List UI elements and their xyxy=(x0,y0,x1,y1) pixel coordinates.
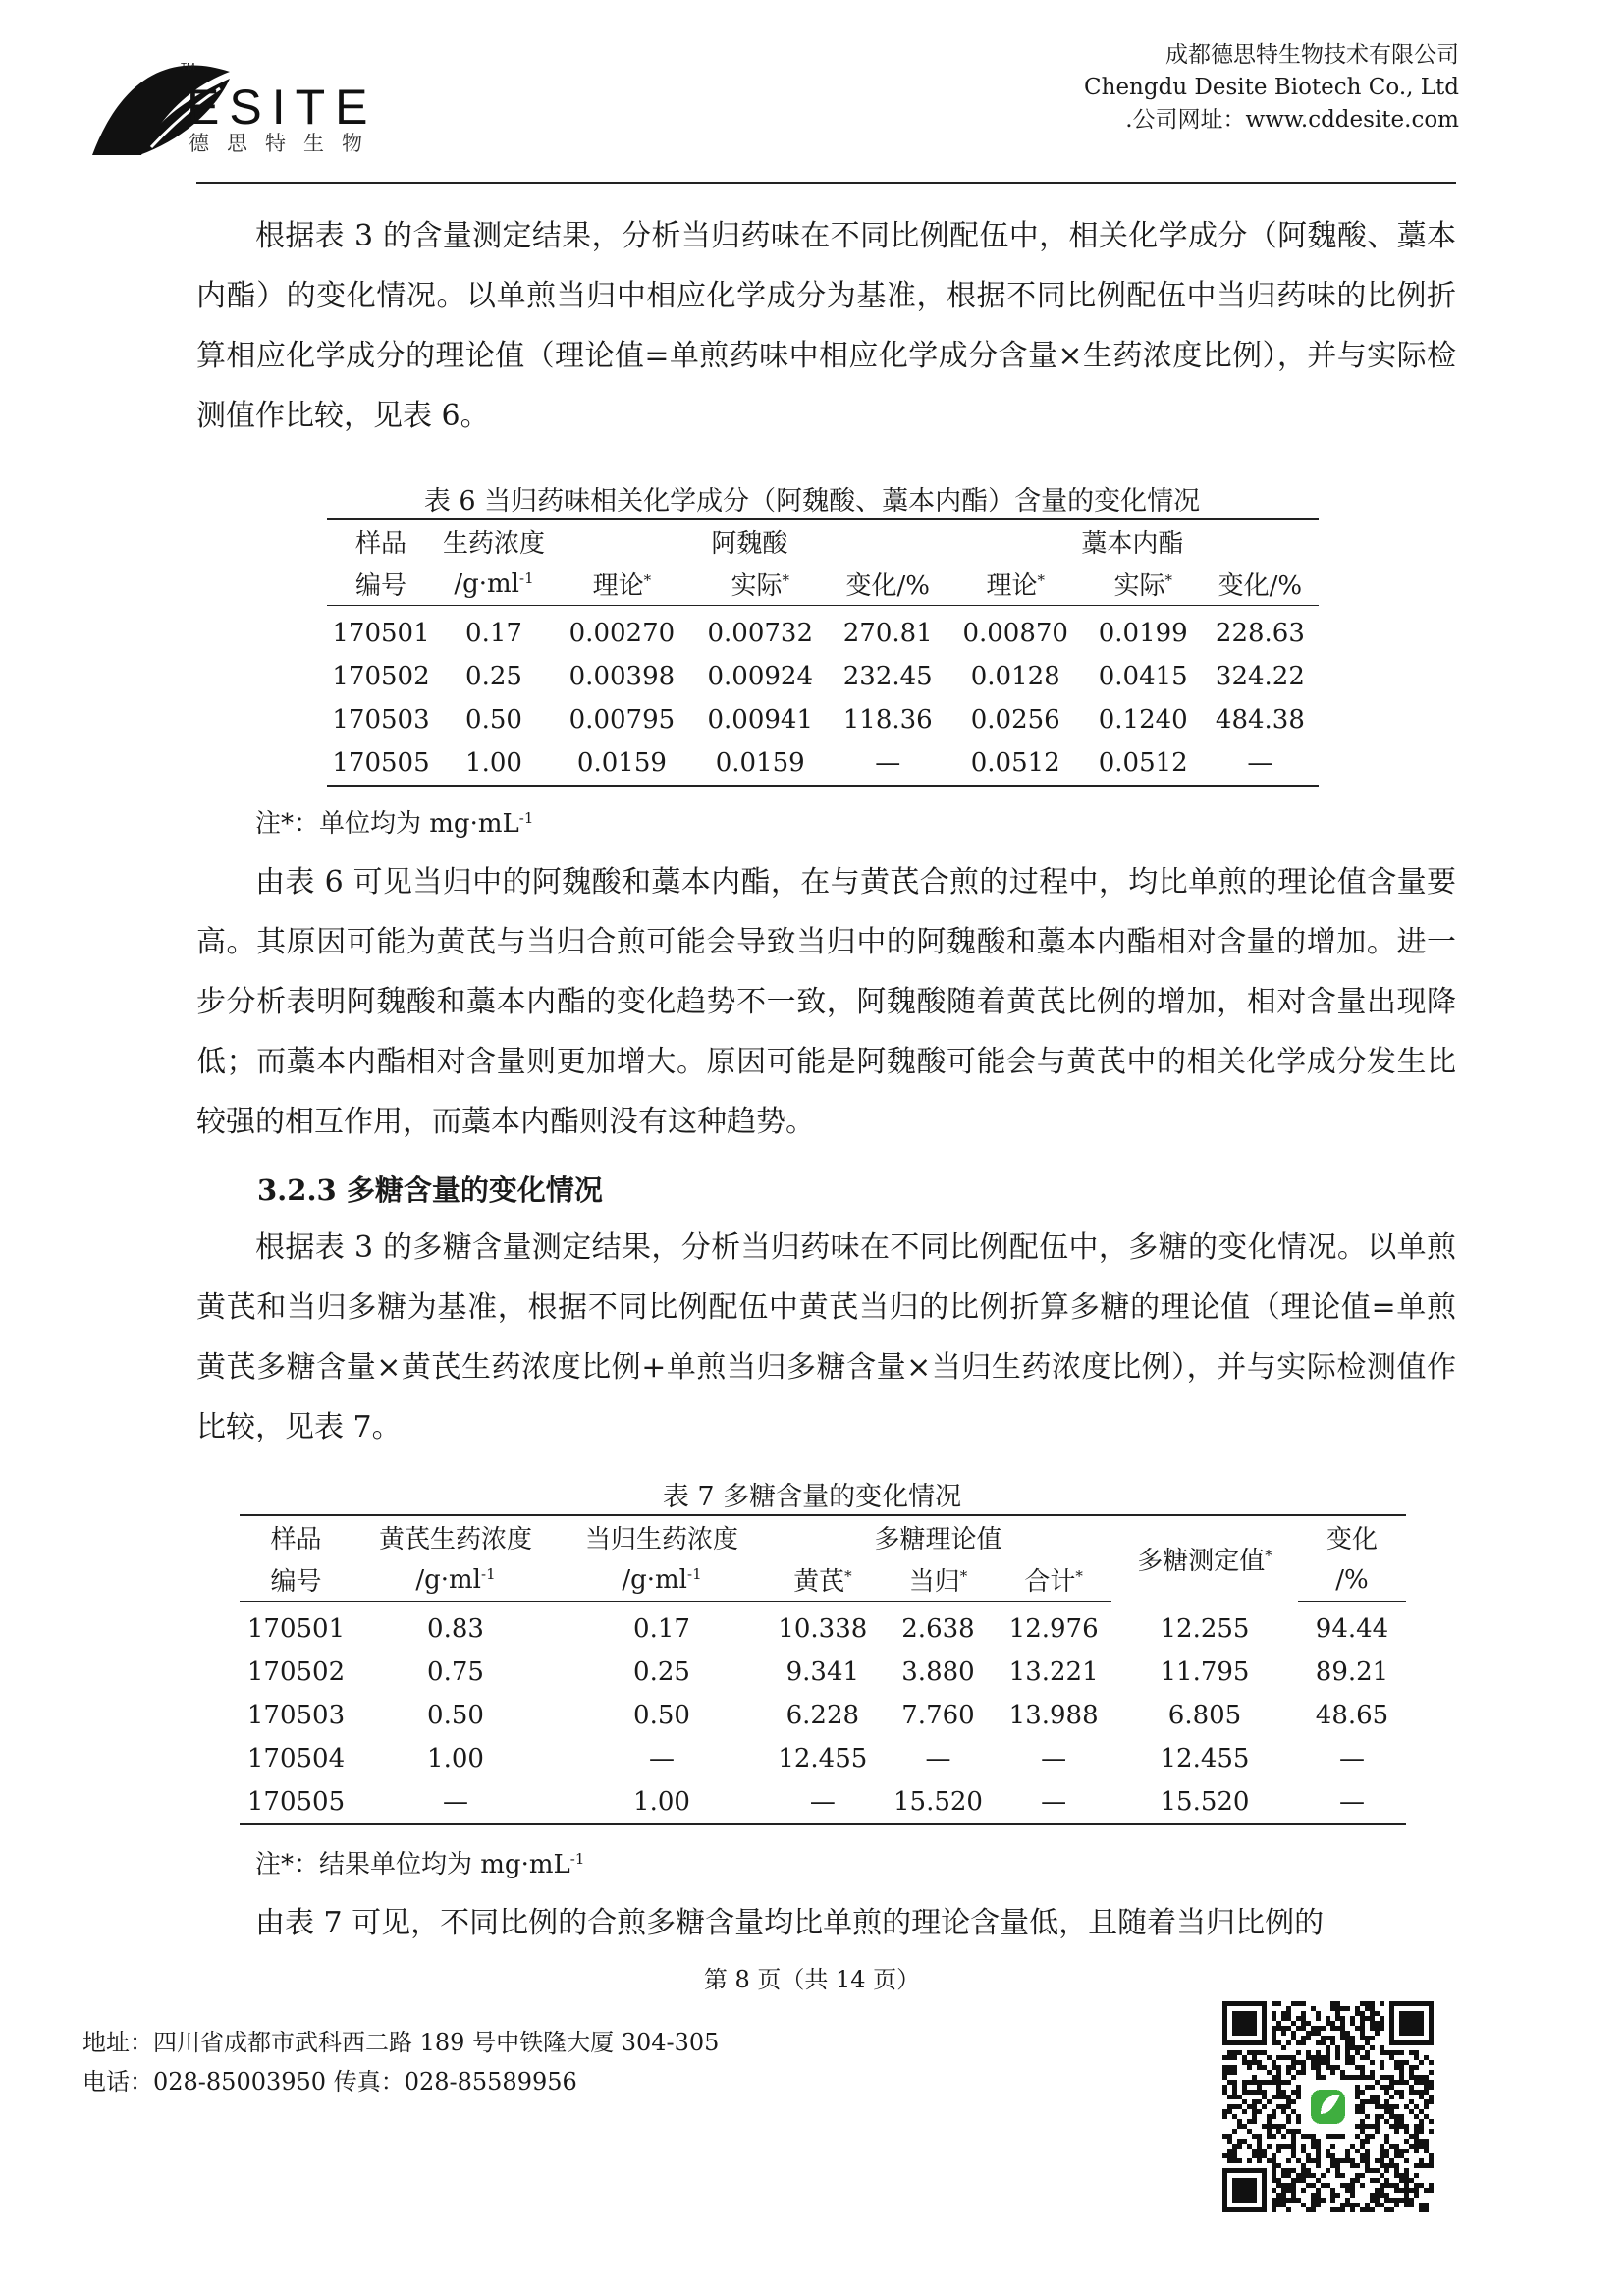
table-cell: 7.760 xyxy=(901,1701,975,1730)
table-cell: 6.805 xyxy=(1167,1701,1242,1730)
table-cell: 0.0159 xyxy=(715,748,805,778)
table-cell: 0.00732 xyxy=(707,619,813,648)
table-cell: 15.520 xyxy=(1160,1787,1250,1817)
table-cell: 170503 xyxy=(332,705,430,734)
footer-address: 地址：四川省成都市武科西二路 189 号中铁隆大厦 304-305 xyxy=(82,2029,720,2056)
table-cell: 324.22 xyxy=(1215,662,1305,691)
table-cell: 13.988 xyxy=(1008,1701,1099,1730)
table-cell: 0.00270 xyxy=(568,619,676,648)
table-cell: 0.00795 xyxy=(568,705,676,734)
table-cell: 170501 xyxy=(332,619,430,648)
company-website: .公司网址：www.cddesite.com xyxy=(1125,107,1459,133)
footer-contact xyxy=(82,2023,719,2101)
table7-header-dg: 当归* xyxy=(881,1558,997,1602)
table6-header-theory: 理论* xyxy=(947,563,1085,606)
table-cell: 0.0512 xyxy=(970,748,1060,778)
qr-code-icon xyxy=(1222,2001,1434,2212)
section-heading: 3.2.3 多糖含量的变化情况 xyxy=(257,1173,603,1207)
table-cell: — xyxy=(875,748,901,778)
table-cell: 270.81 xyxy=(842,619,933,648)
table-cell: 1.00 xyxy=(633,1787,690,1817)
table7-header-hq: 黄芪* xyxy=(765,1558,881,1602)
paragraph-2: 由表 6 可见当归中的阿魏酸和藁本内酯，在与黄芪合煎的过程中，均比单煎的理论值含量要高。其原因可能为黄芪与当归合煎可能会导致当归中的阿魏酸和藁本内酯相对含量的增加。进一步分析表明阿魏酸和藁本内酯的变化趋势不一致，阿魏酸随着黄芪比例的增加，相对含量出现降低；而藁本内酯相对含量则更加增大。原因可能是阿魏酸可能会与黄芪中的相关化学成分发生比较强的相互作用，而藁本内酯则没有这种趋势。 xyxy=(196,865,1456,1139)
table6-header-conc-unit: $/g\cdot ml^{-1}$ xyxy=(435,563,553,606)
table-cell: 0.0199 xyxy=(1098,619,1188,648)
table-cell: 0.83 xyxy=(427,1614,484,1644)
table6-header-change: 变化/% xyxy=(1202,563,1319,606)
table-cell: 118.36 xyxy=(842,705,933,734)
table-cell: 0.0159 xyxy=(576,748,667,778)
table-cell: — xyxy=(1339,1744,1365,1773)
table-cell: — xyxy=(809,1787,836,1817)
table6 xyxy=(327,518,1319,787)
table6-header-sample-no: 编号 xyxy=(327,563,435,606)
logo-trademark: TM xyxy=(181,62,195,73)
table-cell: 0.00398 xyxy=(568,662,676,691)
table-cell: 0.25 xyxy=(633,1658,690,1687)
table7-header-hq-unit: $/g\cdot ml^{-1}$ xyxy=(352,1558,559,1602)
table-cell: 94.44 xyxy=(1315,1614,1389,1644)
table-cell: 15.520 xyxy=(893,1787,983,1817)
table6-header-theory: 理论* xyxy=(553,563,691,606)
table6-header-actual: 实际* xyxy=(691,563,830,606)
table7-header-dg-conc: 当归生药浓度 xyxy=(584,1525,738,1554)
table6-header-conc: 生药浓度 xyxy=(442,529,545,559)
table-cell: 0.1240 xyxy=(1098,705,1188,734)
table-cell: 11.795 xyxy=(1160,1658,1250,1687)
table-cell: 12.976 xyxy=(1008,1614,1099,1644)
table-row xyxy=(240,1780,1406,1824)
table7-note: 注*：结果单位均为 $mg\cdot mL^{-1}$ xyxy=(255,1850,585,1879)
table6-caption: 表 6 当归药味相关化学成分（阿魏酸、藁本内酯）含量的变化情况 xyxy=(423,486,1201,517)
table-cell: 13.221 xyxy=(1008,1658,1099,1687)
table-cell: 0.0512 xyxy=(1098,748,1188,778)
paragraph-3: 根据表 3 的多糖含量测定结果，分析当归药味在不同比例配伍中，多糖的变化情况。以单煎黄芪和当归多糖为基准，根据不同比例配伍中黄芪当归的比例折算多糖的理论值（理论值=单煎黄芪多糖含量×黄芪生药浓度比例+单煎当归多糖含量×当归生药浓度比例），并与实际检测值作比较，见表 7。 xyxy=(196,1230,1456,1444)
table-row xyxy=(327,698,1319,741)
table-cell: 89.21 xyxy=(1315,1658,1389,1687)
table-cell: 0.17 xyxy=(465,619,522,648)
table-cell: — xyxy=(925,1744,951,1773)
table-cell: 232.45 xyxy=(842,662,933,691)
table7-header-sum: 合计* xyxy=(996,1558,1111,1602)
table-cell: 1.00 xyxy=(427,1744,484,1773)
table-cell: — xyxy=(1339,1787,1365,1817)
table-cell: 170504 xyxy=(246,1744,346,1773)
table-row xyxy=(327,655,1319,698)
table-row xyxy=(240,1651,1406,1694)
paragraph-4: 由表 7 可见，不同比例的合煎多糖含量均比单煎的理论含量低，且随着当归比例的 xyxy=(255,1906,1325,1940)
table-cell: 9.341 xyxy=(785,1658,860,1687)
table-cell: 3.880 xyxy=(901,1658,975,1687)
table-cell: 0.25 xyxy=(465,662,522,691)
table-cell: 6.228 xyxy=(785,1701,860,1730)
table-cell: 170502 xyxy=(246,1658,346,1687)
company-name-en: Chengdu Desite Biotech Co., Ltd xyxy=(1084,75,1459,100)
table6-header-ferulic: 阿魏酸 xyxy=(711,529,788,559)
table-cell: 2.638 xyxy=(901,1614,975,1644)
table-cell: 0.00941 xyxy=(707,705,813,734)
footer-phone: 电话：028-85003950 传真：028-85589956 xyxy=(82,2068,577,2095)
table-cell: — xyxy=(1041,1787,1067,1817)
table-cell: 0.00870 xyxy=(962,619,1068,648)
company-name-cn: 成都德思特生物技术有限公司 xyxy=(1165,42,1459,68)
table-cell: 170505 xyxy=(332,748,430,778)
table-cell: 0.50 xyxy=(633,1701,690,1730)
table-cell: 12.455 xyxy=(778,1744,868,1773)
table-cell: 0.0256 xyxy=(970,705,1060,734)
table-cell: — xyxy=(649,1744,675,1773)
table-cell: 170502 xyxy=(332,662,430,691)
table-cell: 0.00924 xyxy=(707,662,813,691)
table-cell: 0.0415 xyxy=(1098,662,1188,691)
table-cell: 0.75 xyxy=(427,1658,484,1687)
table7-header-sample: 样品 xyxy=(270,1525,322,1554)
table-cell: 170501 xyxy=(246,1614,346,1644)
table7-header-measured: 多糖测定值* xyxy=(1137,1546,1272,1576)
table7-header-dg-unit: $/g\cdot ml^{-1}$ xyxy=(559,1558,765,1602)
table-cell: — xyxy=(1041,1744,1067,1773)
table7-header-hq-conc: 黄芪生药浓度 xyxy=(378,1525,532,1554)
table-cell: 12.255 xyxy=(1160,1613,1250,1644)
table-cell: — xyxy=(443,1787,468,1817)
table-cell: 0.50 xyxy=(465,705,522,734)
table-cell: 170503 xyxy=(246,1701,346,1730)
table-cell: 484.38 xyxy=(1215,705,1305,734)
table7-header-sample-no: 编号 xyxy=(240,1558,352,1602)
table-cell: — xyxy=(1247,748,1273,778)
table6-header-change: 变化/% xyxy=(830,563,947,606)
table7 xyxy=(240,1514,1406,1825)
table-row xyxy=(327,606,1319,656)
table-cell: 0.0128 xyxy=(970,662,1060,691)
table6-header-ligustilide: 藁本内酯 xyxy=(1081,529,1184,559)
table-row xyxy=(240,1694,1406,1737)
table-row xyxy=(327,741,1319,786)
table7-caption: 表 7 多糖含量的变化情况 xyxy=(662,1482,962,1512)
table-cell: 0.17 xyxy=(633,1614,690,1644)
table-cell: 10.338 xyxy=(778,1614,868,1644)
table-row xyxy=(240,1602,1406,1652)
header-divider xyxy=(196,182,1456,184)
table-cell: 48.65 xyxy=(1315,1701,1389,1730)
logo-chinese-name: 德思特生物 xyxy=(189,132,380,155)
table7-header-theory-group: 多糖理论值 xyxy=(874,1525,1002,1554)
table-cell: 1.00 xyxy=(465,748,522,778)
table6-header-sample: 样品 xyxy=(354,529,406,559)
table-cell: 0.50 xyxy=(427,1701,484,1730)
table-row xyxy=(240,1737,1406,1780)
table-cell: 170505 xyxy=(246,1787,346,1817)
table7-header-change: 变化 xyxy=(1326,1525,1378,1554)
table6-note: 注*：单位均为 $mg\cdot mL^{-1}$ xyxy=(255,809,534,839)
logo-wordmark: ESITE xyxy=(187,80,378,135)
table7-header-change-unit: /% xyxy=(1298,1558,1406,1602)
table-cell: 12.455 xyxy=(1160,1744,1250,1773)
paragraph-1: 根据表 3 的含量测定结果，分析当归药味在不同比例配伍中，相关化学成分（阿魏酸、藁本内酯）的变化情况。以单煎当归中相应化学成分为基准，根据不同比例配伍中当归药味的比例折算相应化学成分的理论值（理论值=单煎药味中相应化学成分含量×生药浓度比例），并与实际检测值作比较，见表 6。 xyxy=(196,219,1456,433)
table6-header-actual: 实际* xyxy=(1085,563,1202,606)
page-number: 第 8 页（共 14 页） xyxy=(703,1966,921,1993)
company-info xyxy=(1084,39,1459,136)
table-cell: 228.63 xyxy=(1215,619,1305,648)
